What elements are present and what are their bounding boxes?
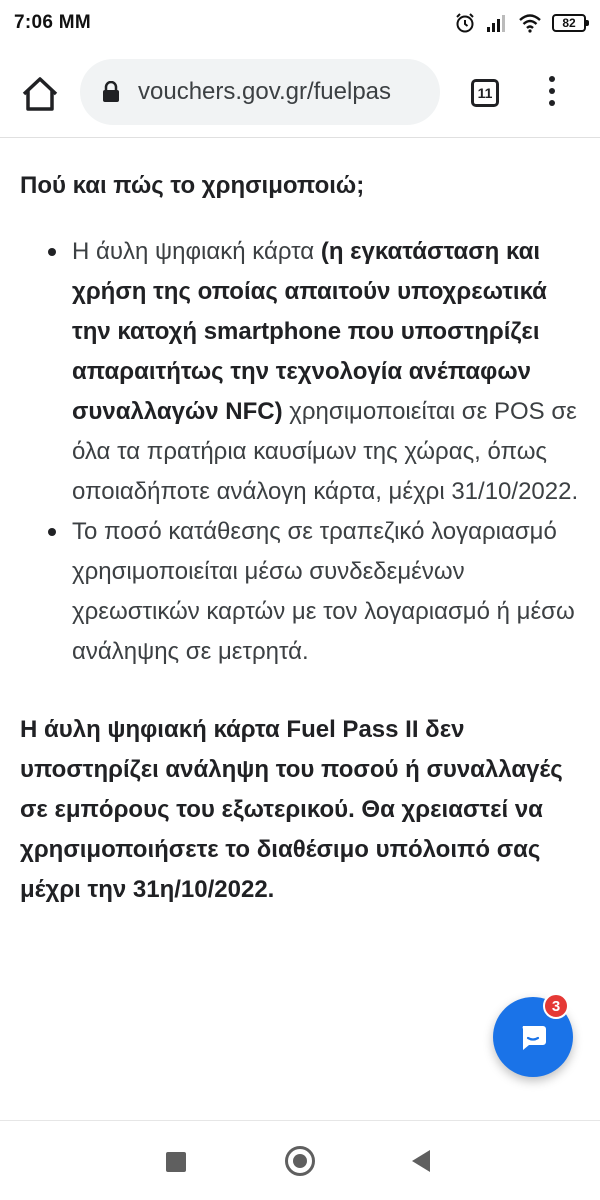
status-icons [454, 12, 586, 34]
list-item [72, 512, 580, 672]
tab-switcher-button[interactable] [471, 79, 499, 107]
home-icon[interactable] [18, 72, 62, 116]
url-text: vouchers.gov.gr/fuelpas [138, 78, 392, 105]
alarm-icon [454, 12, 476, 34]
more-menu-icon[interactable] [544, 76, 560, 110]
tab-count: 11 [477, 85, 493, 101]
important-note: Η άυλη ψηφιακή κάρτα Fuel Pass II δεν υποστηρίζει ανάληψη του ποσού ή συναλλαγές σε εμπόρους του εξωτερικού. Θα χρειαστεί να χρησιμοποιήσετε το διαθέσιμο υπόλοιπό σας μέχρι την 31η/10/2022. [20, 716, 563, 903]
address-bar[interactable] [80, 59, 440, 125]
bullet-text-post: χρησιμοποιείται σε POS σε όλα τα πρατήρια καυσίμων της χώρας, όπως οποιαδήποτε ανάλογη κάρτα, μέχρι 31/10/2022. [72, 398, 579, 505]
chat-icon [518, 1022, 548, 1052]
usage-list [20, 232, 580, 672]
wifi-icon [518, 13, 542, 33]
lock-icon [102, 81, 120, 103]
back-icon[interactable] [412, 1150, 430, 1172]
bullet-text-bold: (η εγκατάσταση και χρήση της οποίας απαιτούν υποχρεωτικά την κατοχή smartphone που υποστηρίζει απαραιτήτως την τεχνολογία ανέπαφων συναλλαγών NFC) [72, 238, 547, 425]
signal-icon [486, 13, 508, 33]
home-icon[interactable] [285, 1146, 315, 1176]
unread-badge [543, 993, 569, 1019]
bullet-text: Το ποσό κατάθεσης σε τραπεζικό λογαριασμό χρησιμοποιείται μέσω συνδεδεμένων χρεωστικών καρτών με τον λογαριασμό ή μέσω ανάληψης σε μετρητά. [72, 518, 575, 665]
list-item [72, 232, 580, 512]
status-time: 7:06 MM [14, 12, 92, 33]
battery-indicator [552, 14, 586, 32]
system-nav-bar [0, 1120, 600, 1200]
bullet-text-pre: Η άυλη ψηφιακή κάρτα [72, 238, 321, 265]
status-bar [0, 0, 600, 46]
browser-toolbar [0, 46, 600, 138]
section-heading: Πού και πώς το χρησιμοποιώ; [20, 172, 365, 199]
recent-apps-icon[interactable] [166, 1152, 186, 1172]
battery-level: 82 [562, 16, 576, 30]
page-content [20, 160, 580, 910]
unread-count: 3 [551, 997, 561, 1015]
